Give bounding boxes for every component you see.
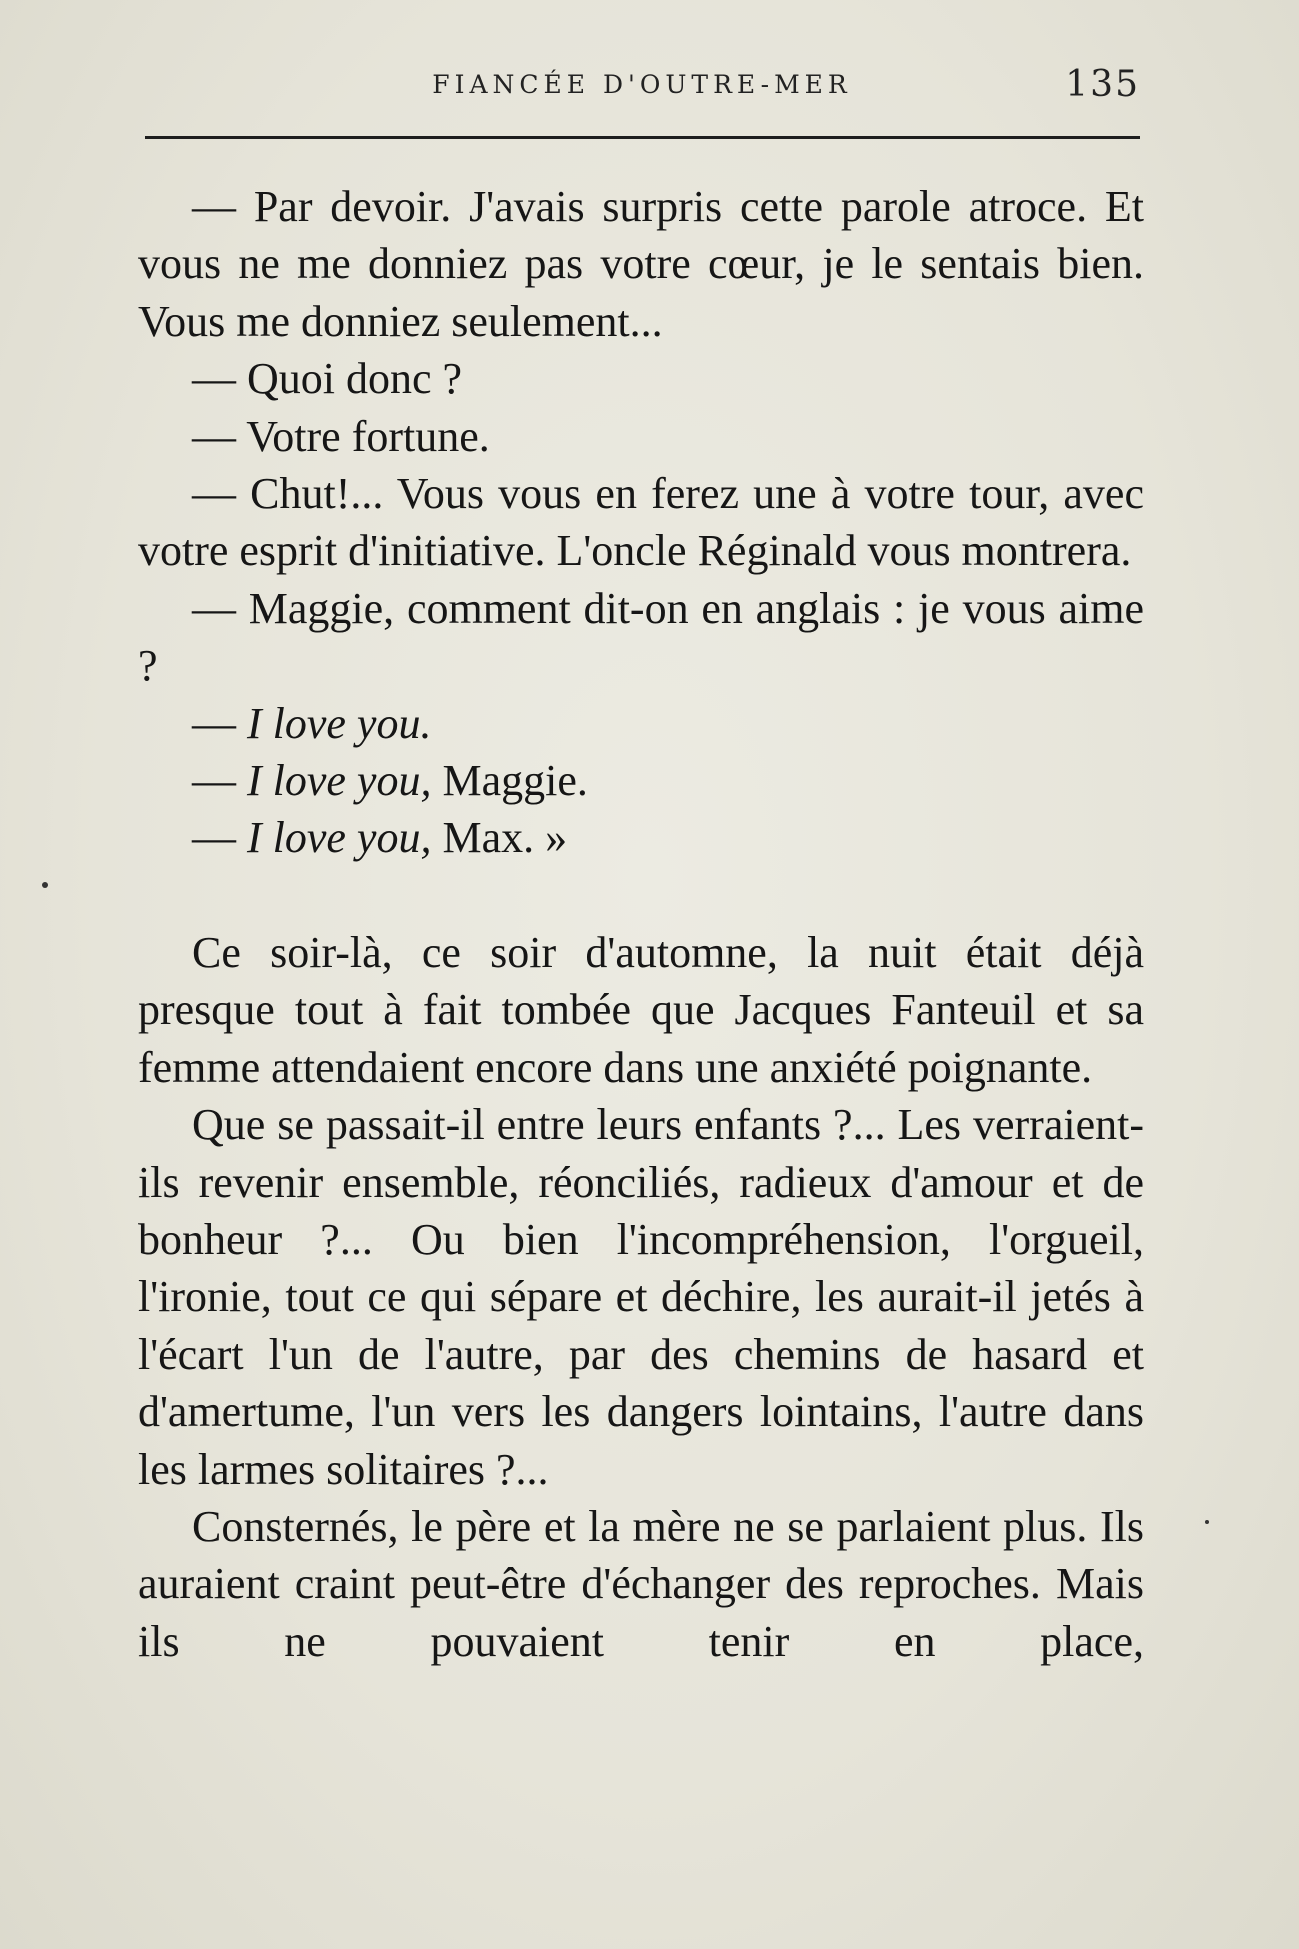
paragraph-dialogue-i-love-you-max [138,809,1144,866]
text-segment: — [192,756,247,806]
text-segment: — Par devoir. J'avais surpris cette parole atroce. Et vous ne me donniez pas votre cœur, je le sentais bien. Vous me donniez seulement... [138,182,1144,346]
text-segment: Que se passait-il entre leurs enfants ?... Les verraient-ils revenir ensemble, réonciliés, radieux d'amour et de bonheur ?... Ou bien l'incompréhension, l'orgueil, l'ironie, tout ce qui sépare et déchire, les aurait-il jetés à l'écart l'un de l'autre, par des chemins de hasard et d'amertume, l'un vers les dangers lointains, l'autre dans les larmes solitaires ?... [138,1100,1144,1494]
page-header [142,66,1142,106]
text-segment: Ce soir-là, ce soir d'automne, la nuit était déjà presque tout à fait tombée que Jacques Fanteuil et sa femme attendaient encore dans une anxiété poignante. [138,927,1144,1092]
text-segment: — [192,813,247,863]
italic-segment: I love you, [247,756,432,806]
paper-speck [42,882,48,888]
text-segment: — Chut!... Vous vous en ferez une à votre tour, avec votre esprit d'initiative. L'oncle Réginald vous montrera. [138,469,1144,576]
paragraph-narrative-que-se-passait [138,1096,1144,1498]
header-rule [145,136,1140,139]
paragraph-dialogue-i-love-you [138,695,1144,752]
paragraph-dialogue-chut [138,465,1144,580]
body-text [138,178,1144,1670]
paragraph-narrative-consternes [138,1498,1144,1670]
italic-segment: I love you. [247,698,432,748]
paragraph-narrative-soir [138,924,1144,1096]
text-segment: Consternés, le père et la mère ne se parlaient plus. Ils auraient craint peut-être d'échanger des reproches. Mais ils ne pouvaient tenir en place, [138,1501,1144,1666]
paragraph-dialogue-quoi-donc [138,350,1144,407]
paragraph-dialogue-maggie [138,580,1144,695]
text-segment: Max. » [431,813,568,863]
italic-segment: I love you, [247,813,432,863]
text-segment: — Votre fortune. [192,411,490,461]
text-segment: Maggie. [431,756,588,806]
paragraph-dialogue-i-love-you-maggie [138,752,1144,809]
paragraph-dialogue-fortune [138,408,1144,465]
paper-speck [1205,1520,1209,1524]
text-segment: — Quoi donc ? [192,354,463,404]
page-number: 135 [1065,64,1140,105]
text-segment: — Maggie, comment dit-on en anglais : je vous aime ? [138,583,1144,691]
running-title: FIANCÉE D'OUTRE-MER [432,70,852,99]
text-segment: — [192,698,247,748]
paragraph-dialogue-devoir [138,178,1144,350]
